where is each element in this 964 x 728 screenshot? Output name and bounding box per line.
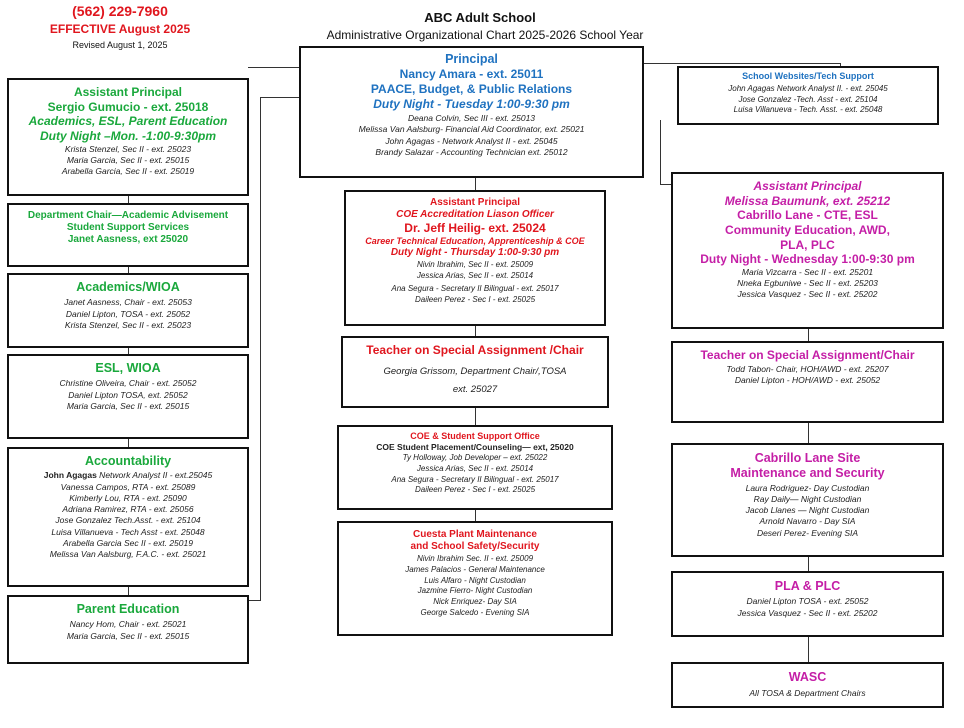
staff-member: Maria Vizcarra - Sec II - ext. 25201: [741, 266, 874, 277]
parent-education-title: Parent Education: [76, 602, 180, 616]
esl-box: [7, 354, 249, 439]
accountability-lead-role: Network Analyst II - ext.25045: [96, 470, 213, 481]
revised-date: Revised August 1, 2025: [72, 40, 168, 50]
staff-member: Krista Stenzel, Sec II - ext. 25023: [64, 143, 192, 154]
staff-member: Jazmine Fierro- Night Custodian: [417, 586, 533, 596]
connector-line: [808, 328, 809, 342]
staff-member: Laura Rodriguez- Day Custodian: [745, 482, 870, 493]
staff-member: Jose Gonzalez Tech.Asst. - ext. 25104: [55, 515, 201, 526]
ap-mid-duty-night: Duty Night - Thursday 1:00-9:30 pm: [390, 246, 560, 258]
websites-box: [677, 66, 939, 125]
ap-left-duty-night: Duty Night –Mon. -1:00-9:30pm: [39, 128, 216, 143]
school-title: ABC Adult School: [424, 10, 536, 25]
staff-member: John Agagas Network Analyst II. - ext. 25045: [728, 83, 888, 93]
staff-member: Brandy Salazar - Accounting Technician ext. 25012: [375, 147, 568, 158]
staff-member: Christine Oliveira, Chair - ext. 25052: [59, 378, 197, 389]
staff-member: [9, 470, 247, 481]
staff-member: Nick Enriquez- Day SIA: [433, 596, 517, 606]
ap-mid-area: Career Technical Education, Apprenticeship & COE: [365, 236, 585, 246]
ap-right-name: Melissa Baumunk, ext. 25212: [724, 193, 891, 208]
staff-member: Jessica Vasquez - Sec II - ext. 25202: [737, 289, 878, 300]
staff-member: Arabella Garcia, Sec II - ext. 25019: [61, 166, 195, 177]
staff-member: Ray Daily— Night Custodian: [753, 493, 862, 504]
staff-member: Todd Tabon- Chair, HOH/AWD - ext. 25207: [726, 363, 889, 374]
ap-right-duty-night: Duty Night - Wednesday 1:00-9:30 pm: [700, 252, 915, 267]
staff-member: Deana Colvin, Sec III - ext. 25013: [407, 113, 536, 124]
staff-member: Daniel Lipton, TOSA - ext. 25052: [65, 308, 191, 319]
staff-member: Melissa Van Aalsburg- Financial Aid Coordinator, ext. 25021: [358, 124, 585, 135]
staff-member: Janet Aasness, Chair - ext. 25053: [64, 297, 192, 308]
academics-box: [7, 273, 249, 348]
ap-right-title: Assistant Principal: [753, 179, 862, 193]
parent-education-box: [7, 595, 249, 664]
staff-member: Jessica Arias, Sec II - ext. 25014: [416, 463, 534, 473]
accountability-lead: John Agagas: [43, 470, 97, 481]
staff-member: Jessica Vasquez - Sec II - ext. 25202: [737, 607, 878, 618]
tosa-mid-line2: ext. 25027: [452, 383, 498, 395]
coe-office-title: COE & Student Support Office: [410, 431, 540, 441]
ap-right-area1: Cabrillo Lane - CTE, ESL: [737, 208, 878, 223]
staff-member: John Agagas - Network Analyst II - ext. 25045: [385, 135, 558, 146]
dept-chair-box: [7, 203, 249, 267]
ap-left-box: [7, 78, 249, 196]
staff-member: Kimberly Lou, RTA - ext. 25090: [69, 492, 187, 503]
dept-chair-line3: Janet Aasness, ext 25020: [67, 234, 189, 246]
ap-mid-title: Assistant Principal: [429, 197, 521, 208]
staff-member: Luis Alfaro - Night Custodian: [424, 575, 526, 585]
staff-member: Maria Garcia, Sec II - ext. 25015: [66, 630, 190, 641]
cabrillo-box: [671, 443, 944, 557]
staff-member: Arnold Navarro - Day SIA: [759, 516, 856, 527]
staff-member: Deseri Perez- Evening SIA: [756, 527, 859, 538]
ap-right-box: [671, 172, 944, 329]
staff-member: Daniel Lipton - HOH/AWD - ext. 25052: [734, 374, 881, 385]
tosa-mid-box: [341, 336, 609, 408]
principal-box: [299, 46, 644, 178]
coe-office-box: [337, 425, 613, 510]
ap-right-area2: Community Education, AWD,: [725, 222, 890, 237]
chart-subtitle: Administrative Organizational Chart 2025-2026 School Year: [326, 28, 644, 42]
cuesta-title1: Cuesta Plant Maintenance: [413, 529, 537, 540]
connector-line: [260, 97, 300, 98]
staff-member: Maria Garcia, Sec II - ext. 25015: [66, 154, 190, 165]
principal-area: PAACE, Budget, & Public Relations: [370, 81, 573, 96]
cabrillo-title1: Cabrillo Lane Site: [754, 451, 861, 465]
pla-plc-title: PLA & PLC: [774, 579, 841, 593]
connector-line: [475, 178, 476, 190]
dept-chair-line1: Department Chair—Academic Advisement: [27, 210, 229, 221]
staff-member: Nivin Ibrahim, Sec II - ext. 25009: [416, 260, 534, 270]
tosa-right-box: [671, 341, 944, 423]
staff-member: Luisa Villanueva - Tech Asst - ext. 25048: [51, 526, 205, 537]
staff-member: Ana Segura - Secretary II Bilingual - ext. 25017: [391, 474, 559, 484]
staff-member: Krista Stenzel, Sec II - ext. 25023: [64, 319, 192, 330]
tosa-mid-title: Teacher on Special Assignment /Chair: [366, 343, 584, 357]
connector-line: [808, 556, 809, 572]
staff-member: Melissa Van Aalsburg, F.A.C. - ext. 25021: [49, 549, 207, 560]
staff-member: Ana Segura - Secretary II Bilingual - ext. 25017: [391, 284, 559, 294]
cabrillo-title2: Maintenance and Security: [730, 466, 885, 481]
principal-duty-night: Duty Night - Tuesday 1:00-9:30 pm: [373, 96, 570, 111]
websites-title: School Websites/Tech Support: [742, 71, 874, 81]
dept-chair-line2: Student Support Services: [66, 222, 190, 234]
staff-member: Adriana Ramirez, RTA - ext. 25056: [62, 504, 194, 515]
connector-line: [260, 97, 261, 601]
tosa-mid-line1: Georgia Grissom, Department Chair/,TOSA: [383, 365, 567, 377]
wasc-members: All TOSA & Department Chairs: [749, 688, 866, 699]
staff-member: Daileen Perez - Sec I - ext. 25025: [414, 295, 536, 305]
staff-member: Jessica Arias, Sec II - ext. 25014: [416, 270, 534, 280]
staff-member: Nneka Egbuniwe - Sec II - ext. 25203: [737, 278, 878, 289]
staff-member: James Palacios - General Maintenance: [405, 565, 545, 574]
staff-member: Nivin Ibrahim Sec. II - ext. 25009: [416, 554, 534, 564]
wasc-title: WASC: [788, 670, 827, 684]
connector-line: [660, 120, 661, 185]
staff-member: Vanessa Campos, RTA - ext. 25089: [60, 481, 196, 492]
principal-name: Nancy Amara - ext. 25011: [399, 67, 544, 82]
ap-right-area3: PLA, PLC: [780, 237, 835, 252]
ap-left-area: Academics, ESL, Parent Education: [28, 114, 228, 129]
staff-member: Daileen Perez - Sec I - ext. 25025: [414, 485, 536, 495]
staff-member: Jacob Llanes — Night Custodian: [745, 505, 870, 516]
staff-member: Luisa Villanueva - Tech. Asst. - ext. 25048: [733, 105, 883, 115]
tosa-right-title: Teacher on Special Assignment/Chair: [700, 348, 915, 362]
connector-line: [808, 422, 809, 444]
cuesta-box: [337, 521, 613, 636]
accountability-title: Accountability: [84, 454, 172, 468]
connector-line: [475, 408, 476, 426]
ap-mid-role: COE Accreditation Liason Officer: [396, 209, 554, 221]
staff-member: Ty Holloway, Job Developer – ext. 25022: [402, 453, 548, 463]
ap-mid-name: Dr. Jeff Heilig- ext. 25024: [404, 221, 546, 236]
connector-line: [643, 63, 841, 64]
academics-title: Academics/WIOA: [76, 280, 180, 294]
coe-office-lead: COE Student Placement/Counseling— ext, 25020: [376, 441, 574, 452]
connector-line: [248, 600, 261, 601]
connector-line: [475, 508, 476, 522]
cuesta-title2: and School Safety/Security: [410, 541, 540, 553]
pla-plc-box: [671, 571, 944, 637]
effective-date: EFFECTIVE August 2025: [49, 22, 191, 36]
principal-title: Principal: [445, 52, 498, 66]
ap-left-name: Sergio Gumucio - ext. 25018: [47, 99, 209, 114]
staff-member: Arabella Garcia Sec II - ext. 25019: [63, 538, 193, 549]
staff-member: Daniel Lipton TOSA - ext. 25052: [746, 596, 869, 607]
wasc-box: [671, 662, 944, 708]
staff-member: Maria Garcia, Sec II - ext. 25015: [66, 400, 190, 411]
accountability-box: [7, 447, 249, 587]
phone-number: (562) 229-7960: [72, 3, 168, 19]
ap-mid-box: [344, 190, 606, 326]
connector-line: [248, 67, 300, 68]
connector-line: [808, 636, 809, 662]
staff-member: Daniel Lipton TOSA, ext. 25052: [68, 389, 188, 400]
ap-left-title: Assistant Principal: [73, 85, 183, 99]
staff-member: Nancy Hom, Chair - ext. 25021: [69, 619, 187, 630]
staff-member: George Salcedo - Evening SIA: [420, 607, 530, 617]
staff-member: Jose Gonzalez -Tech. Asst - ext. 25104: [738, 94, 878, 104]
esl-title: ESL, WIOA: [95, 361, 161, 375]
